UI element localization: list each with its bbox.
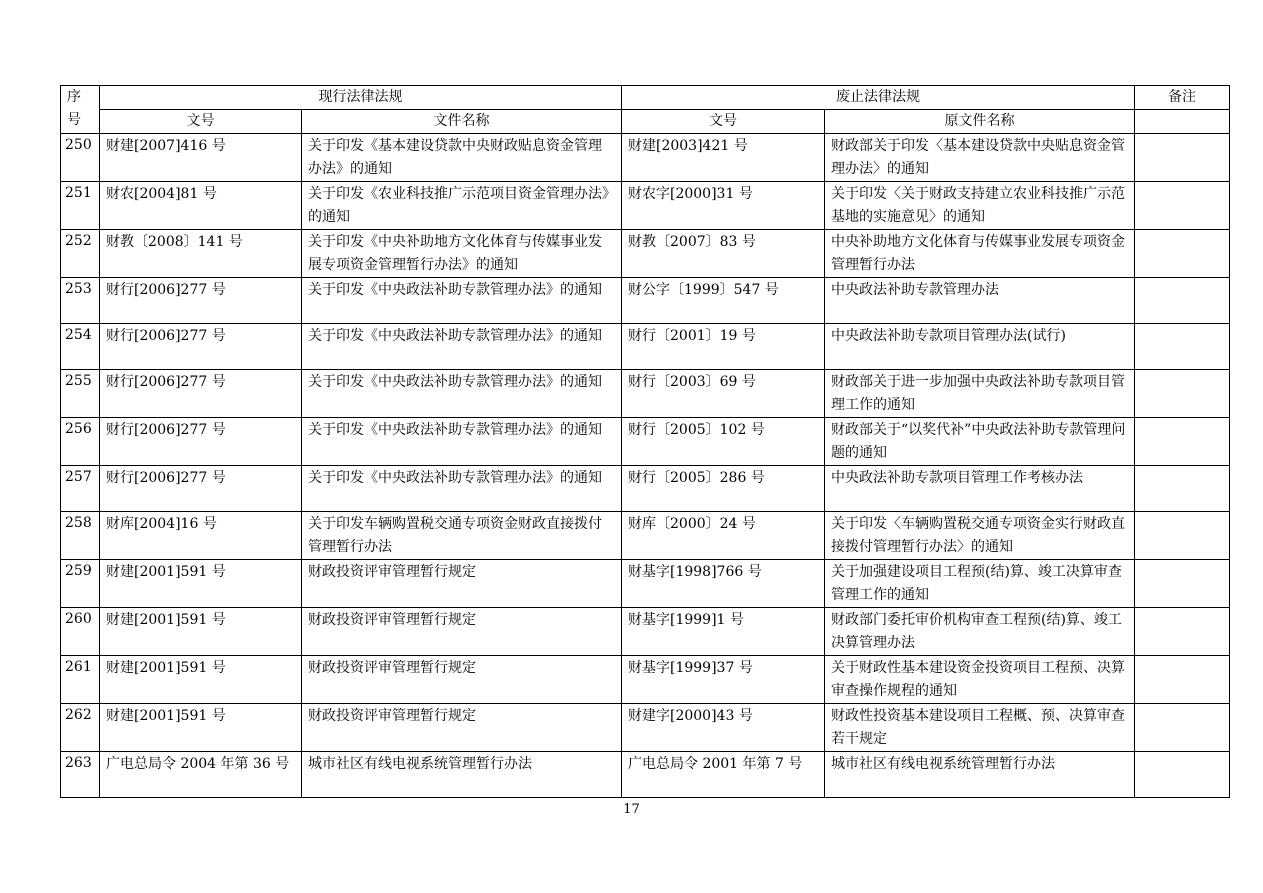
remarks-cell <box>1135 704 1230 752</box>
current-file-name-cell: 财政投资评审管理暂行规定 <box>302 560 622 608</box>
row-seq-cell: 254 <box>61 324 100 370</box>
original-file-name-cell: 中央政法补助专款项目管理办法(试行) <box>825 324 1135 370</box>
original-file-name-cell: 中央政法补助专款管理办法 <box>825 278 1135 324</box>
current-file-name-cell: 财政投资评审管理暂行规定 <box>302 656 622 704</box>
current-doc-no-cell: 财建[2001]591 号 <box>100 560 302 608</box>
original-file-name-cell: 中央政法补助专款项目管理工作考核办法 <box>825 466 1135 512</box>
remarks-subheader <box>1135 110 1230 134</box>
repealed-regulations-header: 废止法律法规 <box>622 86 1135 110</box>
repealed-doc-no-cell: 财基字[1999]1 号 <box>622 608 825 656</box>
original-file-name-cell: 财政性投资基本建设项目工程概、预、决算审查若干规定 <box>825 704 1135 752</box>
current-file-name-cell: 关于印发《中央政法补助专款管理办法》的通知 <box>302 324 622 370</box>
table-row <box>61 324 1230 370</box>
original-file-name-cell: 城市社区有线电视系统管理暂行办法 <box>825 752 1135 798</box>
row-seq-cell: 255 <box>61 370 100 418</box>
repealed-doc-no-cell: 财农字[2000]31 号 <box>622 182 825 230</box>
original-file-name-header: 原文件名称 <box>825 110 1135 134</box>
current-doc-no-cell: 财行[2006]277 号 <box>100 324 302 370</box>
current-doc-no-cell: 广电总局令 2004 年第 36 号 <box>100 752 302 798</box>
row-seq-cell: 257 <box>61 466 100 512</box>
current-doc-no-cell: 财库[2004]16 号 <box>100 512 302 560</box>
current-file-name-cell: 关于印发《中央政法补助专款管理办法》的通知 <box>302 278 622 324</box>
row-seq-cell: 263 <box>61 752 100 798</box>
remarks-header: 备注 <box>1135 86 1230 110</box>
header-row-columns <box>61 110 1230 134</box>
row-seq-cell: 262 <box>61 704 100 752</box>
row-seq-cell: 251 <box>61 182 100 230</box>
row-seq-cell: 252 <box>61 230 100 278</box>
original-file-name-cell: 中央补助地方文化体育与传媒事业发展专项资金管理暂行办法 <box>825 230 1135 278</box>
repealed-doc-no-cell: 财教〔2007〕83 号 <box>622 230 825 278</box>
repealed-doc-no-cell: 财基字[1998]766 号 <box>622 560 825 608</box>
table-row <box>61 278 1230 324</box>
repealed-doc-no-header: 文号 <box>622 110 825 134</box>
page-number: 17 <box>623 802 640 817</box>
current-file-name-cell: 财政投资评审管理暂行规定 <box>302 704 622 752</box>
current-file-name-cell: 关于印发《中央补助地方文化体育与传媒事业发展专项资金管理暂行办法》的通知 <box>302 230 622 278</box>
table-row <box>61 230 1230 278</box>
current-file-name-cell: 关于印发《基本建设贷款中央财政贴息资金管理办法》的通知 <box>302 134 622 182</box>
current-doc-no-cell: 财教〔2008〕141 号 <box>100 230 302 278</box>
table-row <box>61 704 1230 752</box>
current-doc-no-cell: 财建[2007]416 号 <box>100 134 302 182</box>
repealed-doc-no-cell: 财行〔2003〕69 号 <box>622 370 825 418</box>
table-row <box>61 418 1230 466</box>
repealed-doc-no-cell: 财基字[1999]37 号 <box>622 656 825 704</box>
original-file-name-cell: 财政部关于印发〈基本建设贷款中央贴息资金管理办法〉的通知 <box>825 134 1135 182</box>
original-file-name-cell: 关于加强建设项目工程预(结)算、竣工决算审查管理工作的通知 <box>825 560 1135 608</box>
current-file-name-cell: 关于印发《农业科技推广示范项目资金管理办法》的通知 <box>302 182 622 230</box>
current-doc-no-cell: 财农[2004]81 号 <box>100 182 302 230</box>
seq-header: 序 号 <box>61 86 100 134</box>
current-doc-no-cell: 财行[2006]277 号 <box>100 466 302 512</box>
repealed-doc-no-cell: 广电总局令 2001 年第 7 号 <box>622 752 825 798</box>
regulations-table <box>60 85 1230 798</box>
remarks-cell <box>1135 418 1230 466</box>
current-file-name-cell: 财政投资评审管理暂行规定 <box>302 608 622 656</box>
remarks-cell <box>1135 134 1230 182</box>
remarks-cell <box>1135 560 1230 608</box>
remarks-cell <box>1135 182 1230 230</box>
table-row <box>61 134 1230 182</box>
original-file-name-cell: 财政部关于“以奖代补”中央政法补助专款管理问题的通知 <box>825 418 1135 466</box>
original-file-name-cell: 关于财政性基本建设资金投资项目工程预、决算审查操作规程的通知 <box>825 656 1135 704</box>
current-file-name-cell: 关于印发《中央政法补助专款管理办法》的通知 <box>302 466 622 512</box>
remarks-cell <box>1135 608 1230 656</box>
remarks-cell <box>1135 752 1230 798</box>
row-seq-cell: 250 <box>61 134 100 182</box>
repealed-doc-no-cell: 财公字〔1999〕547 号 <box>622 278 825 324</box>
current-doc-no-cell: 财建[2001]591 号 <box>100 704 302 752</box>
original-file-name-cell: 关于印发〈关于财政支持建立农业科技推广示范基地的实施意见〉的通知 <box>825 182 1135 230</box>
row-seq-cell: 253 <box>61 278 100 324</box>
current-doc-no-cell: 财行[2006]277 号 <box>100 278 302 324</box>
current-doc-no-header: 文号 <box>100 110 302 134</box>
header-row-groups <box>61 86 1230 110</box>
current-file-name-cell: 关于印发《中央政法补助专款管理办法》的通知 <box>302 370 622 418</box>
remarks-cell <box>1135 230 1230 278</box>
repealed-doc-no-cell: 财行〔2001〕19 号 <box>622 324 825 370</box>
row-seq-cell: 256 <box>61 418 100 466</box>
current-doc-no-cell: 财建[2001]591 号 <box>100 656 302 704</box>
repealed-doc-no-cell: 财行〔2005〕286 号 <box>622 466 825 512</box>
repealed-doc-no-cell: 财行〔2005〕102 号 <box>622 418 825 466</box>
current-file-name-cell: 关于印发车辆购置税交通专项资金财政直接拨付管理暂行办法 <box>302 512 622 560</box>
table-row <box>61 512 1230 560</box>
table-row <box>61 656 1230 704</box>
row-seq-cell: 258 <box>61 512 100 560</box>
row-seq-cell: 261 <box>61 656 100 704</box>
remarks-cell <box>1135 278 1230 324</box>
remarks-cell <box>1135 512 1230 560</box>
repealed-doc-no-cell: 财建[2003]421 号 <box>622 134 825 182</box>
table-body <box>61 134 1230 798</box>
current-regulations-header: 现行法律法规 <box>100 86 622 110</box>
remarks-cell <box>1135 656 1230 704</box>
repealed-doc-no-cell: 财库〔2000〕24 号 <box>622 512 825 560</box>
current-file-name-cell: 关于印发《中央政法补助专款管理办法》的通知 <box>302 418 622 466</box>
original-file-name-cell: 财政部门委托审价机构审查工程预(结)算、竣工决算管理办法 <box>825 608 1135 656</box>
current-file-name-header: 文件名称 <box>302 110 622 134</box>
table-row <box>61 370 1230 418</box>
current-doc-no-cell: 财建[2001]591 号 <box>100 608 302 656</box>
table-row <box>61 608 1230 656</box>
original-file-name-cell: 财政部关于进一步加强中央政法补助专款项目管理工作的通知 <box>825 370 1135 418</box>
current-doc-no-cell: 财行[2006]277 号 <box>100 370 302 418</box>
remarks-cell <box>1135 324 1230 370</box>
remarks-cell <box>1135 370 1230 418</box>
current-file-name-cell: 城市社区有线电视系统管理暂行办法 <box>302 752 622 798</box>
row-seq-cell: 260 <box>61 608 100 656</box>
current-doc-no-cell: 财行[2006]277 号 <box>100 418 302 466</box>
table-row <box>61 182 1230 230</box>
row-seq-cell: 259 <box>61 560 100 608</box>
table-row <box>61 752 1230 798</box>
table-row <box>61 560 1230 608</box>
repealed-doc-no-cell: 财建字[2000]43 号 <box>622 704 825 752</box>
original-file-name-cell: 关于印发〈车辆购置税交通专项资金实行财政直接拨付管理暂行办法〉的通知 <box>825 512 1135 560</box>
remarks-cell <box>1135 466 1230 512</box>
table-row <box>61 466 1230 512</box>
